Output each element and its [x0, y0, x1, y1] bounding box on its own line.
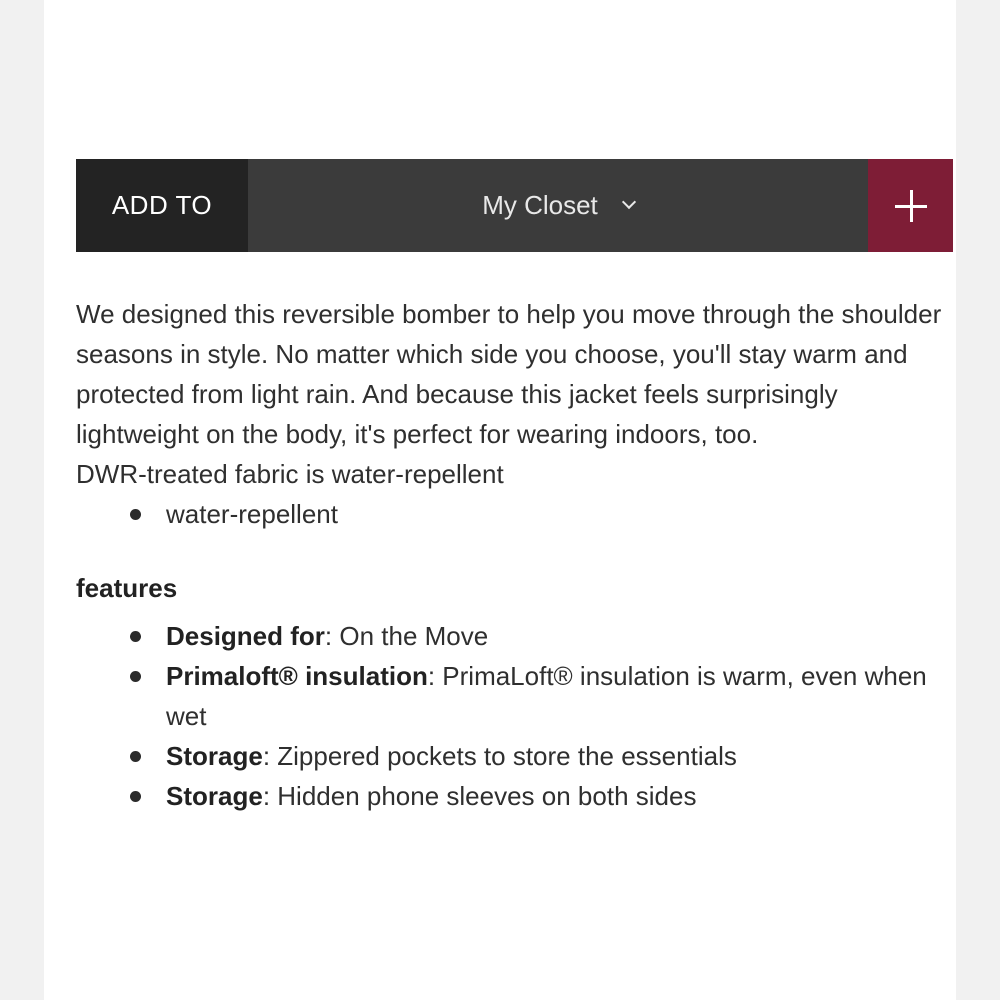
description-block: [76, 294, 946, 534]
closet-select-dropdown[interactable]: [248, 159, 868, 252]
list-item: [76, 736, 946, 776]
list-item: [76, 616, 946, 656]
add-to-closet-bar: [76, 159, 953, 252]
add-to-label: ADD TO: [76, 159, 248, 252]
closet-selected-value: My Closet: [482, 190, 598, 220]
features-heading: features: [76, 573, 178, 603]
feature-text: : On the Move: [324, 621, 489, 651]
feature-label: Storage: [166, 741, 263, 771]
chevron-down-icon: [622, 194, 636, 208]
left-margin: [0, 0, 44, 1000]
feature-label: Primaloft® insulation: [166, 661, 428, 691]
plus-icon: [895, 190, 927, 222]
feature-text: : Zippered pockets to store the essentials: [262, 741, 737, 771]
features-list: [76, 616, 946, 816]
list-item: [76, 776, 946, 816]
description-paragraph: We designed this reversible bomber to help you move through the shoulder seasons in style. No matter which side you choose, you'll stay warm and protected from light rain. And because this jacket feels surprisingly lightweight on the body, it's perfect for wearing indoors, too.: [76, 299, 942, 449]
feature-text: : PrimaLoft® insulation is warm, even when wet: [166, 661, 927, 731]
feature-label: Storage: [166, 781, 263, 811]
list-item: [76, 656, 946, 736]
dwr-line: DWR-treated fabric is water-repellent: [76, 459, 504, 489]
dwr-sub-list: [76, 494, 946, 534]
list-item: water-repellent: [76, 494, 946, 534]
feature-label: Designed for: [166, 621, 325, 651]
right-margin: [956, 0, 1000, 1000]
add-button[interactable]: [868, 159, 953, 252]
feature-text: : Hidden phone sleeves on both sides: [262, 781, 697, 811]
product-description: [76, 294, 946, 816]
